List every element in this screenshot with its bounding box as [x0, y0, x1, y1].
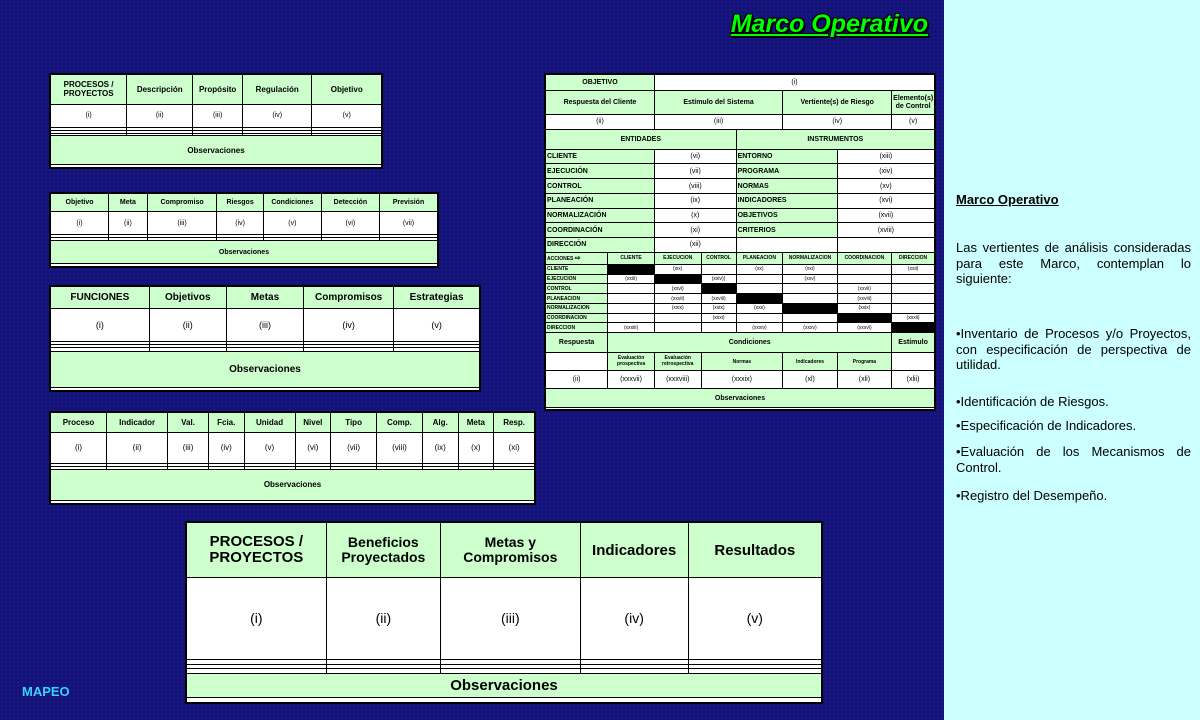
table-procesos-beneficios: [185, 521, 823, 704]
observaciones-body: [187, 698, 822, 703]
matrix-header-cell: NORMALIZACION: [783, 252, 837, 264]
header-cell: Propósito: [193, 75, 243, 105]
matrix-row: [546, 294, 935, 304]
code-cell: (xxxviii): [654, 371, 701, 389]
header-cell: Respuesta del Cliente: [546, 91, 655, 115]
header-cell: Objetivo: [312, 75, 382, 105]
matrix-cell: [892, 303, 935, 313]
table-row: CONTROL (viii) NORMAS (xv): [546, 179, 935, 194]
observaciones-body: [546, 407, 935, 409]
cond-header-cell: Evaluación prospectiva: [608, 353, 655, 371]
header-cell: Meta: [109, 194, 148, 212]
matrix-cell: (xxxvi): [837, 323, 891, 333]
code-cell: (iii): [440, 578, 580, 660]
matrix-cell: (xxxiii): [608, 323, 655, 333]
entidades-header: ENTIDADES: [546, 129, 737, 149]
matrix-cell: [701, 323, 736, 333]
table-row: CLIENTE (vi) ENTORNO (xiii): [546, 149, 935, 164]
matrix-diagonal-cell: [892, 323, 935, 333]
observaciones-body: [51, 165, 382, 168]
cond-header-cell: Indicadores: [783, 353, 837, 371]
matrix-header-cell: DIRECCION: [892, 252, 935, 264]
code-cell: (xl): [783, 371, 837, 389]
header-cell: Tipo: [331, 413, 377, 433]
header-cell: FUNCIONES: [51, 287, 150, 309]
header-cell: Descripción: [127, 75, 193, 105]
matrix-cell: (xxvii): [654, 294, 701, 304]
matrix-header-cell: COORDINACION: [837, 252, 891, 264]
table-funciones: [49, 285, 481, 392]
notes-intro: Las vertientes de análisis consideradas para este Marco, contemplan lo siguiente:: [956, 240, 1191, 287]
matrix-row: [546, 313, 935, 323]
matrix-cell: (xxxi): [701, 313, 736, 323]
estimulo-header: Estímulo: [892, 333, 935, 353]
code-cell: (iv): [242, 105, 312, 128]
code-cell: (xxxvii): [608, 371, 655, 389]
matrix-row: [546, 323, 935, 333]
code-cell: (v): [263, 212, 321, 235]
code-cell: (iii): [226, 309, 303, 342]
header-cell: Resultados: [688, 523, 821, 578]
header-cell: Vertiente(s) de Riesgo: [783, 91, 892, 115]
matrix-cell: (xxviii): [837, 294, 891, 304]
header-cell: Indicador: [107, 413, 168, 433]
matrix-cell: (xxxii): [892, 313, 935, 323]
code-cell: (ii): [149, 309, 226, 342]
matrix-diagonal-cell: [736, 294, 783, 304]
matrix-row-label: PLANEACION: [546, 294, 608, 304]
code-cell: (viii): [377, 433, 423, 464]
code-cell: (vi): [321, 212, 379, 235]
matrix-cell: (xxiv)): [701, 274, 736, 284]
respuesta-header: Respuesta: [546, 333, 608, 353]
matrix-diagonal-cell: [654, 274, 701, 284]
header-cell: Detección: [321, 194, 379, 212]
matrix-cell: [608, 294, 655, 304]
header-cell: Val.: [168, 413, 209, 433]
matrix-cell: (xxx): [736, 303, 783, 313]
table-procesos-descripcion: [49, 73, 383, 169]
notes-bullet: •Registro del Desempeño.: [956, 488, 1108, 503]
matrix-cell: (xxiii): [608, 274, 655, 284]
matrix-row-label: CLIENTE: [546, 264, 608, 274]
observaciones-body: [51, 500, 535, 503]
matrix-diagonal-cell: [783, 303, 837, 313]
cond-header-cell: Evaluación retrospectiva: [654, 353, 701, 371]
header-cell: Proceso: [51, 413, 107, 433]
table-proceso-indicador: [49, 411, 536, 505]
acciones-header: ACCIONES ⇨: [546, 252, 608, 264]
header-cell: Objetivos: [149, 287, 226, 309]
matrix-header-cell: EJECUCION: [654, 252, 701, 264]
matrix-cell: (xxviii): [701, 294, 736, 304]
header-cell: Compromisos: [304, 287, 394, 309]
header-cell: Beneficios Proyectados: [326, 523, 440, 578]
matrix-cell: (xxxv): [783, 323, 837, 333]
matrix-cell: [736, 274, 783, 284]
code-cell: (i): [51, 309, 150, 342]
observaciones-body: [51, 387, 480, 390]
header-cell: Compromiso: [147, 194, 217, 212]
code-cell: (vii): [379, 212, 437, 235]
matrix-row: [546, 303, 935, 313]
matrix-cell: [701, 264, 736, 274]
code-cell: (iii): [168, 433, 209, 464]
code-cell: (iv): [783, 115, 892, 130]
footer-label: MAPEO: [22, 684, 70, 699]
code-cell: (ii): [546, 371, 608, 389]
code-cell: (ii): [109, 212, 148, 235]
matrix-cell: (xxix): [701, 303, 736, 313]
matrix-row-label: DIRECCION: [546, 323, 608, 333]
condiciones-header: Condiciones: [608, 333, 892, 353]
table-row: PLANEACIÓN (ix) INDICADORES (xvi): [546, 193, 935, 208]
code-cell: (ii): [326, 578, 440, 660]
instrumentos-header: INSTRUMENTOS: [736, 129, 934, 149]
header-cell: PROCESOS / PROYECTOS: [51, 75, 127, 105]
matrix-row-label: COORDINACION: [546, 313, 608, 323]
table-objetivo-meta: [49, 192, 439, 268]
header-cell: Estímulo del Sistema: [654, 91, 782, 115]
matrix-row-label: EJECUCION: [546, 274, 608, 284]
table-objetivo-matriz: [544, 73, 936, 411]
header-cell: Nivel: [295, 413, 331, 433]
cond-header-cell: Normas: [701, 353, 783, 371]
header-cell: Objetivo: [51, 194, 109, 212]
code-cell: (iii): [147, 212, 217, 235]
observaciones-row: Observaciones: [187, 674, 822, 698]
observaciones-row: Observaciones: [51, 136, 382, 165]
matrix-cell: (xxxiv): [736, 323, 783, 333]
matrix-cell: [736, 284, 783, 294]
header-cell: Indicadores: [580, 523, 688, 578]
matrix-cell: (xxvi): [654, 284, 701, 294]
matrix-cell: (xxi): [783, 264, 837, 274]
code-cell: (iv): [580, 578, 688, 660]
matrix-cell: [892, 294, 935, 304]
header-cell: Condiciones: [263, 194, 321, 212]
header-cell: Meta: [458, 413, 494, 433]
table-row: EJECUCIÓN (vii) PROGRAMA (xiv): [546, 164, 935, 179]
code-cell: (iii): [193, 105, 243, 128]
notes-bullet: •Especificación de Indicadores.: [956, 418, 1137, 433]
header-cell: Estrategias: [394, 287, 480, 309]
code-cell: (xi): [494, 433, 535, 464]
header-cell: Metas: [226, 287, 303, 309]
matrix-cell: [654, 323, 701, 333]
code-cell: (i): [187, 578, 327, 660]
matrix-cell: (xxix): [837, 303, 891, 313]
header-cell: Previsión: [379, 194, 437, 212]
matrix-diagonal-cell: [701, 284, 736, 294]
code-cell: (iii): [654, 115, 782, 130]
arrow-right-icon: ⇨: [574, 255, 581, 263]
notes-bullet: •Identificación de Riesgos.: [956, 394, 1109, 409]
matrix-header-cell: CLIENTE: [608, 252, 655, 264]
matrix-row: [546, 264, 935, 274]
code-cell: (ix): [422, 433, 458, 464]
header-cell: PROCESOS / PROYECTOS: [187, 523, 327, 578]
header-cell: Regulación: [242, 75, 312, 105]
header-cell: Elemento(s) de Control: [892, 91, 935, 115]
matrix-cell: (xix): [654, 264, 701, 274]
matrix-cell: (xxvii): [837, 284, 891, 294]
observaciones-row: Observaciones: [51, 470, 535, 501]
matrix-cell: [783, 284, 837, 294]
objetivo-label: OBJETIVO: [546, 75, 655, 91]
code-cell: (v): [244, 433, 295, 464]
code-cell: (i): [51, 212, 109, 235]
code-cell: (v): [312, 105, 382, 128]
code-cell: (v): [892, 115, 935, 130]
matrix-cell: [783, 294, 837, 304]
code-cell: (vi): [295, 433, 331, 464]
matrix-cell: [837, 274, 891, 284]
code-cell: (x): [458, 433, 494, 464]
matrix-cell: [608, 303, 655, 313]
code-cell: (i): [51, 105, 127, 128]
observaciones-row: Observaciones: [51, 240, 438, 263]
cond-header-cell: Programa: [837, 353, 891, 371]
table-row: NORMALIZACIÓN (x) OBJETIVOS (xvii): [546, 208, 935, 223]
notes-panel: [944, 0, 1200, 720]
header-cell: Riesgos: [217, 194, 263, 212]
matrix-row-label: NORMALIZACION: [546, 303, 608, 313]
code-cell: (xxxix): [701, 371, 783, 389]
matrix-row: [546, 274, 935, 284]
notes-bullet: •Inventario de Procesos y/o Proyectos, con especificación de perspectiva de utilidad.: [956, 326, 1191, 373]
code-cell: (ii): [107, 433, 168, 464]
matrix-row: [546, 284, 935, 294]
matrix-header-cell: CONTROL: [701, 252, 736, 264]
header-cell: Metas y Compromisos: [440, 523, 580, 578]
matrix-cell: [736, 313, 783, 323]
header-cell: Resp.: [494, 413, 535, 433]
slide-title: Marco Operativo: [730, 10, 928, 38]
code-cell: (ii): [127, 105, 193, 128]
matrix-cell: [837, 264, 891, 274]
observaciones-row: Observaciones: [51, 351, 480, 387]
header-cell: Unidad: [244, 413, 295, 433]
matrix-cell: (xxv): [783, 274, 837, 284]
code-cell: (iv): [304, 309, 394, 342]
code-cell: (i): [51, 433, 107, 464]
code-cell: (iv): [208, 433, 244, 464]
notes-title: Marco Operativo: [956, 192, 1059, 207]
matrix-cell: [892, 284, 935, 294]
objetivo-code: (i): [654, 75, 934, 91]
table-row: COORDINACIÓN (xi) CRITERIOS (xviii): [546, 223, 935, 238]
matrix-diagonal-cell: [837, 313, 891, 323]
code-cell: (iv): [217, 212, 263, 235]
matrix-diagonal-cell: [608, 264, 655, 274]
notes-bullet: •Evaluación de los Mecanismos de Control.: [956, 444, 1191, 475]
header-cell: Alg.: [422, 413, 458, 433]
code-cell: (ii): [546, 115, 655, 130]
header-cell: Comp.: [377, 413, 423, 433]
code-cell: (v): [394, 309, 480, 342]
matrix-cell: (xxii): [892, 264, 935, 274]
code-cell: (v): [688, 578, 821, 660]
code-cell: (xli): [837, 371, 891, 389]
matrix-cell: [608, 284, 655, 294]
matrix-header-cell: PLANEACION: [736, 252, 783, 264]
code-cell: (xlii): [892, 371, 935, 389]
table-row: DIRECCIÓN (xii): [546, 238, 935, 253]
code-cell: (vii): [331, 433, 377, 464]
matrix-row-label: CONTROL: [546, 284, 608, 294]
observaciones-row: Observaciones: [546, 389, 935, 407]
matrix-cell: (xx): [736, 264, 783, 274]
matrix-cell: [892, 274, 935, 284]
header-cell: Fcia.: [208, 413, 244, 433]
matrix-cell: [608, 313, 655, 323]
observaciones-body: [51, 264, 438, 267]
matrix-cell: [654, 313, 701, 323]
matrix-cell: [783, 313, 837, 323]
matrix-cell: (xxix): [654, 303, 701, 313]
